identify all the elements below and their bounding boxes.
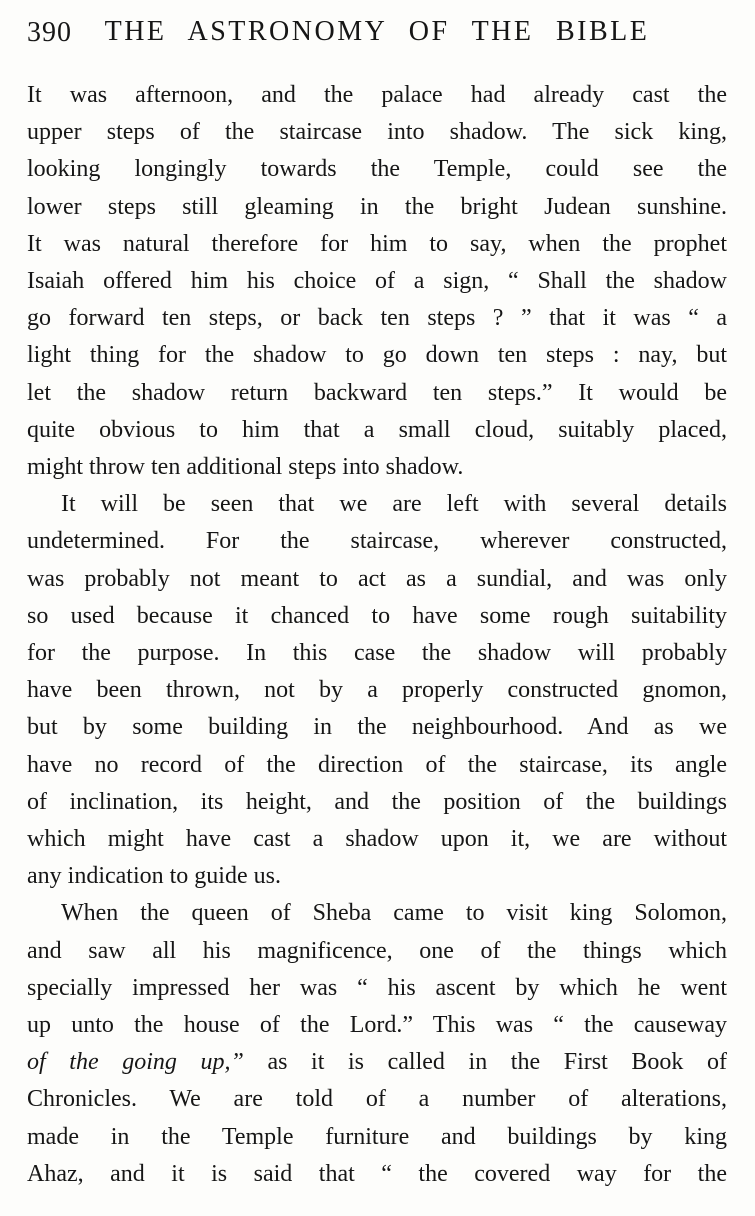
page-header [27,16,727,54]
text-line: specially impressed her was “ his ascent by which he went [27,974,727,1001]
text-line: It will be seen that we are left with several details [61,491,727,518]
text-line: up unto the house of the Lord.” This was “ the causeway [27,1012,727,1039]
text-line: upper steps of the staircase into shadow. The sick king, [27,119,727,146]
text-line: lower steps still gleaming in the bright Judean sunshine. [27,193,727,220]
italic-phrase: of the going up,” [27,1049,268,1076]
text-line: quite obvious to him that a small cloud, suitably placed, [27,416,727,443]
text-line: looking longingly towards the Temple, could see the [27,156,727,183]
text-line: It was afternoon, and the palace had already cast the [27,82,727,108]
running-header-title: THE ASTRONOMY OF THE BIBLE [104,16,650,47]
text-line: Isaiah offered him his choice of a sign, “ Shall the shadow [27,268,727,295]
text-segment: as it is called in the First Book of [267,1049,727,1076]
text-line: so used because it chanced to have some rough suitability [27,602,727,629]
text-line: was probably not meant to act as a sundial, and was only [27,565,727,592]
paragraph [27,77,727,486]
text-line: for the purpose. In this case the shadow will probably [27,640,727,667]
text-line: made in the Temple furniture and buildings by king [27,1123,727,1150]
text-line [27,1044,727,1081]
text-line: let the shadow return backward ten steps.” It would be [27,379,727,406]
text-line: Chronicles. We are told of a number of alterations, [27,1086,727,1113]
paragraph [27,486,727,895]
text-line: of inclination, its height, and the position of the buildings [27,788,727,815]
text-line: any indication to guide us. [27,863,281,890]
text-line: which might have cast a shadow upon it, we are without [27,826,727,853]
text-line: have been thrown, not by a properly constructed gnomon, [27,677,727,704]
page-number: 390 [27,17,72,48]
text-line: It was natural therefore for him to say, when the prophet [27,230,727,257]
text-line: might throw ten additional steps into shadow. [27,454,464,481]
text-line: and saw all his magnificence, one of the things which [27,937,727,964]
text-line: undetermined. For the staircase, wherever constructed, [27,528,727,555]
text-line: but by some building in the neighbourhood. And as we [27,714,727,741]
paragraph [27,895,727,1193]
text-line: Ahaz, and it is said that “ the covered way for the [27,1160,727,1187]
text-line: go forward ten steps, or back ten steps ? ” that it was “ a [27,305,727,332]
text-line: light thing for the shadow to go down ten steps : nay, but [27,342,727,369]
text-line: have no record of the direction of the staircase, its angle [27,751,727,778]
text-line: When the queen of Sheba came to visit king Solomon, [61,900,727,927]
